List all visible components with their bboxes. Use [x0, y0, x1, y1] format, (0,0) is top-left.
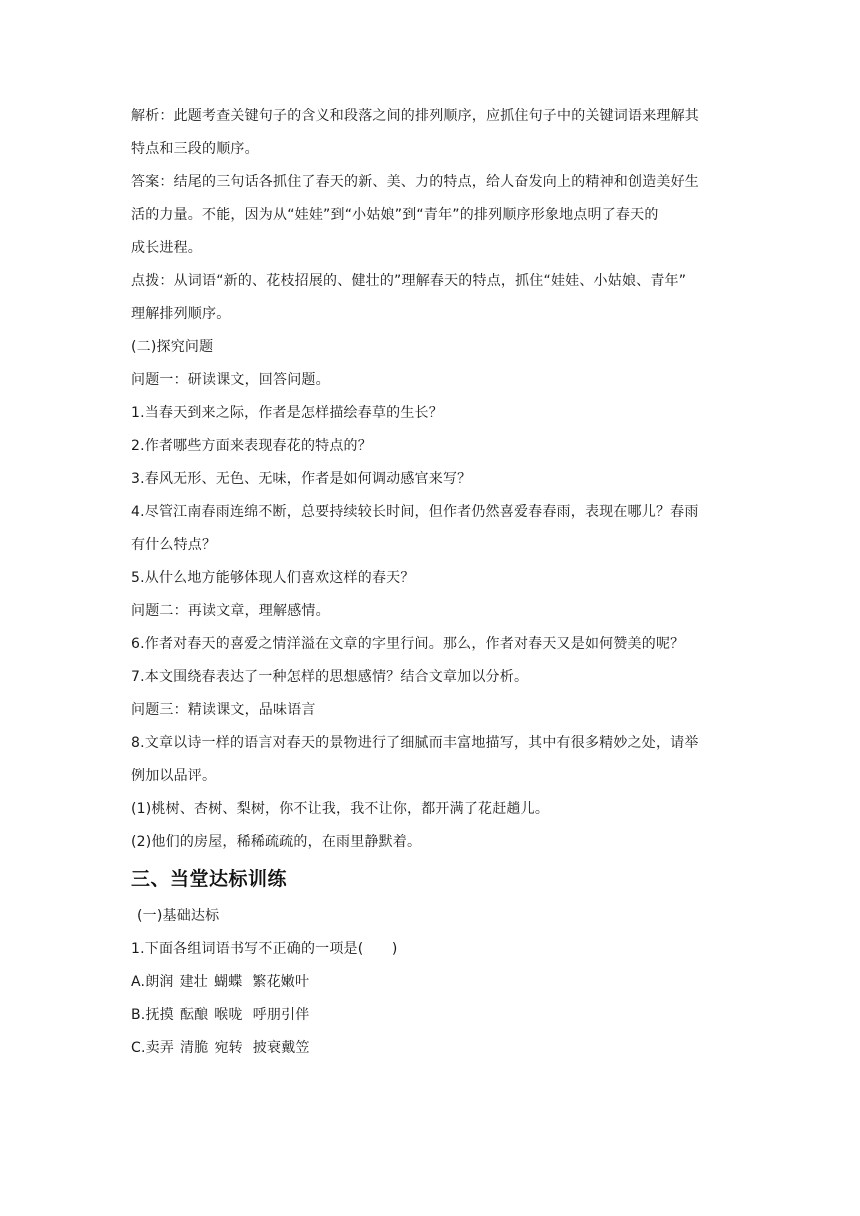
option-word: 朗润 [145, 974, 174, 990]
option-word: 建壮 [179, 974, 208, 990]
analysis-line-2: 特点和三段的顺序。 [131, 141, 259, 157]
tip-line-1: 点拨：从词语“新的、花枝招展的、健壮的”理解春天的特点，抓住“娃娃、小姑娘、青年” [131, 273, 687, 289]
option-label: C. [131, 1040, 146, 1056]
section-3-heading: 三、当堂达标训练 [131, 868, 288, 890]
option-word: 卖弄 [145, 1040, 175, 1056]
question-7: 7.本文围绕春表达了一种怎样的思想感情？结合文章加以分析。 [131, 669, 529, 685]
tip-line-2: 理解排列顺序。 [131, 306, 231, 322]
option-word: 呼朋引伴 [252, 1007, 310, 1023]
option-word: 宛转 [214, 1040, 243, 1056]
question-8-line-1: 8.文章以诗一样的语言对春天的景物进行了细腻而丰富地描写，其中有很多精妙之处，请举 [131, 735, 699, 751]
option-word: 清脆 [180, 1040, 209, 1056]
question-group-1: 问题一：研读课文，回答问题。 [131, 372, 330, 388]
option-word: 喉咙 [214, 1007, 243, 1023]
question-1: 1.当春天到来之际，作者是怎样描绘春草的生长？ [131, 405, 443, 421]
option-c [131, 1037, 735, 1059]
option-word: 繁花嫩叶 [252, 974, 310, 990]
question-5: 5.从什么地方能够体现人们喜欢这样的春天？ [131, 570, 415, 586]
question-3: 3.春风无形、无色、无味，作者是如何调动感官来写？ [131, 471, 472, 487]
option-label: B. [131, 1007, 146, 1023]
answer-line-2: 活的力量。不能，因为从“娃娃”到“小姑娘”到“青年”的排列顺序形象地点明了春天的 [131, 207, 659, 223]
exercise-question-1: 1.下面各组词语书写不正确的一项是( ) [131, 941, 398, 957]
question-group-2: 问题二：再读文章，理解感情。 [131, 603, 330, 619]
answer-line-1: 答案：结尾的三句话各抓住了春天的新、美、力的特点，给人奋发向上的精神和创造美好生 [131, 174, 699, 190]
section-3-subtitle: (一)基础达标 [137, 908, 220, 924]
option-word: 披衰戴笠 [252, 1040, 310, 1056]
analysis-line-1: 解析：此题考查关键句子的含义和段落之间的排列顺序，应抓住句子中的关键词语来理解其 [131, 108, 699, 124]
question-8-sentence-2: (2)他们的房屋，稀稀疏疏的，在雨里静默着。 [131, 834, 422, 850]
option-word: 抚摸 [145, 1007, 174, 1023]
option-label: A. [131, 974, 146, 990]
document-page [131, 105, 735, 1059]
question-4-line-2: 有什么特点？ [131, 537, 217, 553]
answer-line-3: 成长进程。 [131, 240, 202, 256]
question-group-3: 问题三：精读课文，品味语言 [131, 702, 316, 718]
question-2: 2.作者哪些方面来表现春花的特点的？ [131, 438, 372, 454]
option-b [131, 1004, 735, 1026]
question-8-sentence-1: (1)桃树、杏树、梨树，你不让我，我不让你，都开满了花赶趟儿。 [131, 801, 550, 817]
question-6: 6.作者对春天的喜爱之情洋溢在文章的字里行间。那么，作者对春天又是如何赞美的呢？ [131, 636, 685, 652]
question-4-line-1: 4.尽管江南春雨连绵不断，总要持续较长时间，但作者仍然喜爱春春雨，表现在哪儿？春雨 [131, 504, 699, 520]
explore-title: (二)探究问题 [131, 339, 214, 355]
option-word: 酝酿 [179, 1007, 209, 1023]
option-word: 蝴蝶 [214, 974, 243, 990]
option-a [131, 971, 735, 993]
question-8-line-2: 例加以品评。 [131, 768, 217, 784]
